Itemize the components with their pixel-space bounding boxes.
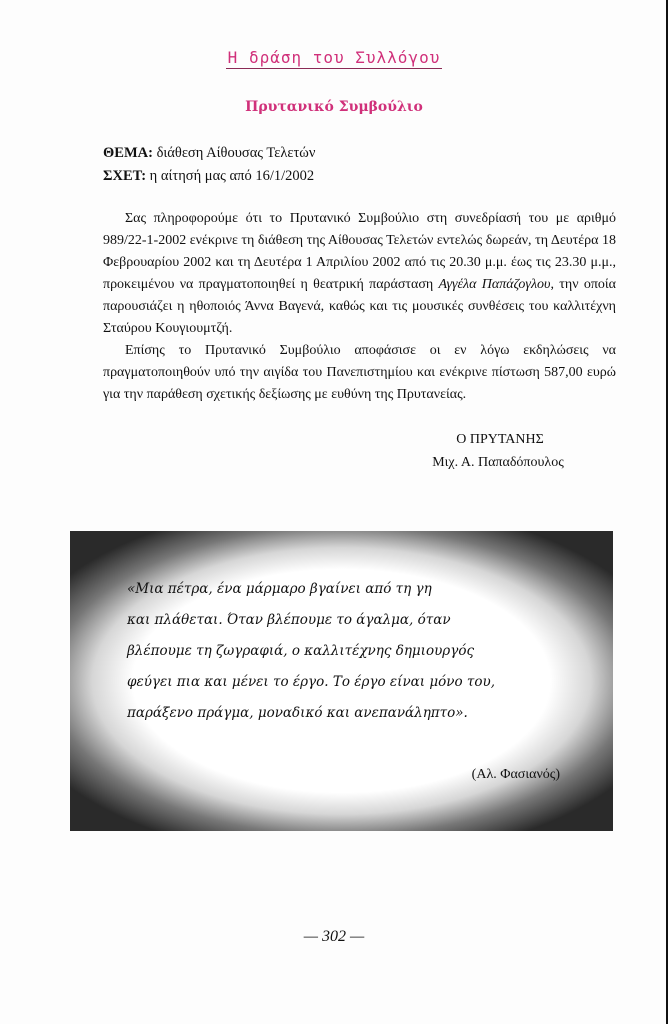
reference-text: η αίτησή μας από 16/1/2002 [149, 168, 315, 184]
quote-line: παράξενο πράγμα, μοναδικό και ανεπανάληπτο». [127, 705, 468, 721]
reference-line [103, 168, 314, 185]
quote-text [127, 574, 567, 729]
quote-line: και πλάθεται. Όταν βλέπουμε το άγαλμα, όταν [127, 612, 451, 628]
paragraph-1-end: , την οποία παρουσιάζει η ηθοποιός Άννα Βαγενά, καθώς και τις μουσικές συνθέσεις του καλλιτέχνη Σταύρου Κουγιουμτζή. [103, 277, 616, 336]
signature-title: Ο ΠΡΥΤΑΝΗΣ [456, 432, 544, 447]
subject-label: ΘΕΜΑ: [103, 145, 153, 161]
play-title: Αγγέλα Παπάζογλου [438, 277, 551, 292]
quote-box [70, 531, 613, 831]
quote-line: βλέπουμε τη ζωγραφιά, ο καλλιτέχνης δημιουργός [127, 643, 475, 659]
subject-line [103, 145, 315, 162]
quote-author: (Αλ. Φασιανός) [471, 767, 560, 782]
paragraph-2: Επίσης το Πρυτανικό Συμβούλιο αποφάσισε οι εν λόγω εκδηλώσεις να πραγματοποιηθούν υπό την αιγίδα του Πανεπιστημίου και ενέκρινε πίστωση 587,00 ευρώ για την παράθεση σχετικής δεξίωσης με ευθύνη της Πρυτανείας. [103, 343, 616, 402]
reference-label: ΣΧΕΤ: [103, 168, 147, 184]
running-header [0, 48, 668, 67]
paragraph-1 [103, 208, 616, 340]
signature-name: Μιχ. Α. Παπαδόπουλος [432, 455, 564, 470]
paragraph-1-start: Σας πληροφορούμε ότι το Πρυτανικό Συμβούλιο στη συνεδρίασή του με αριθμό 989/22-1-2002 ενέκρινε τη διάθεση της Αίθουσας Τελετών εντελώς δωρεάν, τη Δευτέρα 18 Φεβρουαρίου 2002 και τη Δευτέρα 1 Απριλίου 2002 από τις 20.30 μ.μ. έως τις 23.30 μ.μ., προκειμένου να πραγματοποιηθεί η θεατρική παράσταση [103, 211, 616, 292]
page-number: — 302 — [303, 928, 365, 945]
quote-line: «Μια πέτρα, ένα μάρμαρο βγαίνει από τη γη [127, 581, 432, 597]
subject-text: διάθεση Αίθουσας Τελετών [156, 145, 316, 161]
letter-sender: Πρυτανικό Συμβούλιο [245, 99, 423, 115]
letter-body [103, 208, 616, 406]
quote-line: φεύγει πια και μένει το έργο. Το έργο είναι μόνο του, [127, 674, 495, 690]
running-title: Η δράση του Συλλόγου [227, 48, 441, 67]
